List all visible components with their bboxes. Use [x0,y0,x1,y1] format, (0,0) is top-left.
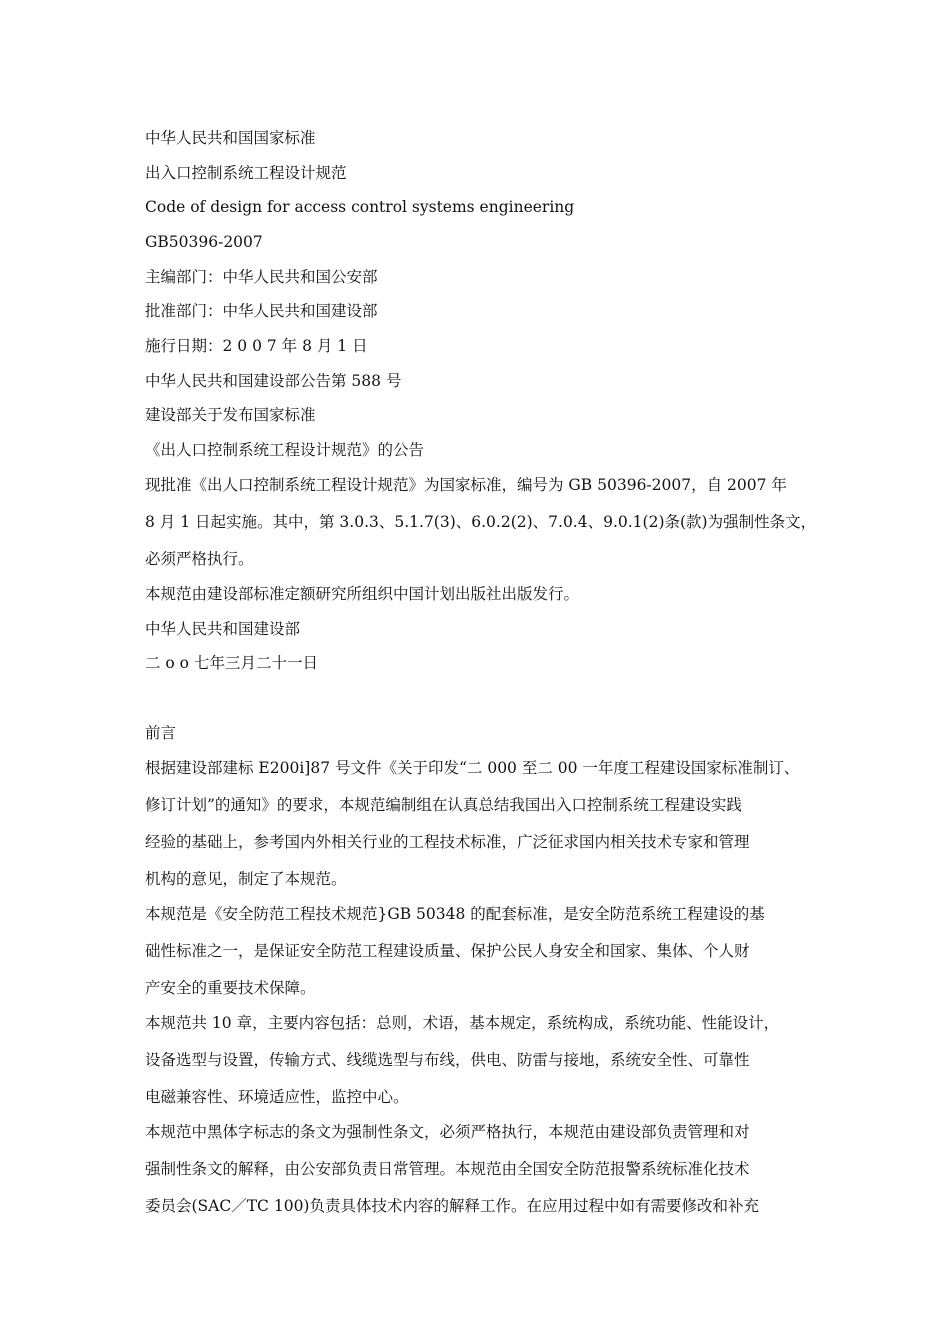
preface-p1-line-2: 修订计划”的通知》的要求，本规范编制组在认真总结我国出入口控制系统工程建设实践 [145,796,742,814]
preface-p3-line-1: 本规范共 10 章，主要内容包括：总则，术语，基本规定，系统构成，系统功能、性能设计， [145,1014,780,1032]
preface-p1-line-3: 经验的基础上，参考国内外相关行业的工程技术标准，广泛征求国内相关技术专家和管理 [145,833,750,851]
standard-type-line: 中华人民共和国国家标准 [145,129,316,147]
approver-line: 批准部门：中华人民共和国建设部 [145,302,378,320]
preface-p3-line-2: 设备选型与设置，传输方式、线缆选型与布线，供电、防雷与接地，系统安全性、可靠性 [145,1051,750,1069]
preface-p1-line-1: 根据建设部建标 E200i]87 号文件《关于印发“二 000 至二 00 一年度工程建设国家标准制订、 [145,759,800,777]
title-cn: 出入口控制系统工程设计规范 [145,164,347,182]
announcement-body-line-1: 现批准《出人口控制系统工程设计规范》为国家标准，编号为 GB 50396-2007，自 2007 年 [145,476,787,494]
publish-note: 本规范由建设部标准定额研究所组织中国计划出版社出版发行。 [145,585,580,603]
preface-p4-line-1: 本规范中黑体字标志的条文为强制性条文，必须严格执行，本规范由建设部负责管理和对 [145,1123,750,1141]
announcement-heading-1: 建设部关于发布国家标准 [145,406,316,424]
announcement-body-line-3: 必须严格执行。 [145,550,254,568]
preface-p2-line-3: 产安全的重要技术保障。 [145,979,316,997]
chief-editor-line: 主编部门：中华人民共和国公安部 [145,268,378,286]
preface-p2-line-2: 础性标准之一，是保证安全防范工程建设质量、保护公民人身安全和国家、集体、个人财 [145,942,750,960]
announcement-heading-2: 《出人口控制系统工程设计规范》的公告 [145,441,425,459]
effective-date-line: 施行日期：2 0 0 7 年 8 月 1 日 [145,337,368,355]
signer-line: 中华人民共和国建设部 [145,620,301,638]
preface-heading: 前言 [145,724,177,742]
announcement-body-line-2: 8 月 1 日起实施。其中，第 3.0.3、5.1.7(3)、6.0.2(2)、7.0.4、9.0.1(2)条(款)为强制性条文， [145,513,817,531]
preface-p4-line-3: 委员会(SAC／TC 100)负责具体技术内容的解释工作。在应用过程中如有需要修改和补充 [145,1197,759,1215]
preface-p4-line-2: 强制性条文的解释，由公安部负责日常管理。本规范由全国安全防范报警系统标准化技术 [145,1160,750,1178]
preface-p1-line-4: 机构的意见，制定了本规范。 [145,870,347,888]
preface-p3-line-3: 电磁兼容性、环境适应性，监控中心。 [145,1088,409,1106]
announcement-issuer: 中华人民共和国建设部公告第 588 号 [145,372,402,390]
preface-p2-line-1: 本规范是《安全防范工程技术规范}GB 50348 的配套标准，是安全防范系统工程建设的基 [145,905,765,923]
announcement-date: 二 o o 七年三月二十一日 [145,654,318,672]
title-en: Code of design for access control systems engineering [145,198,575,216]
standard-code: GB50396-2007 [145,233,263,251]
